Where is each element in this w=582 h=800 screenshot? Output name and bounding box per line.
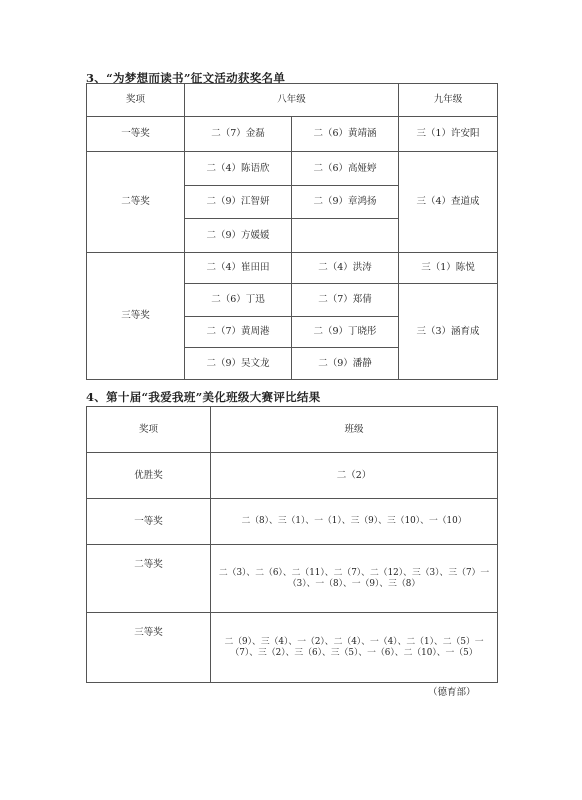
section-3-title: 3、“为梦想而读书”征文活动获奖名单 bbox=[86, 71, 286, 85]
award-label: 三等奖 bbox=[87, 613, 211, 683]
header-grade9: 九年级 bbox=[399, 84, 498, 117]
header-class: 班级 bbox=[211, 407, 498, 453]
award-label: 二等奖 bbox=[87, 152, 185, 253]
winner-cell: 二（4）陈语欣 bbox=[185, 152, 292, 186]
class-list: 二（2） bbox=[211, 453, 498, 499]
table-header-row bbox=[87, 407, 498, 453]
winner-cell: 二（4）洪涛 bbox=[292, 253, 399, 284]
winner-cell: 二（7）金磊 bbox=[185, 117, 292, 152]
table-row bbox=[87, 117, 498, 152]
winner-cell: 二（9）潘静 bbox=[292, 348, 399, 380]
winner-cell: 二（9）丁晓彤 bbox=[292, 317, 399, 348]
class-list: 二（9）、三（4）、一（2）、二（4）、一（4）、二（1）、二（5）一（7）、三（2）、三（6）、三（5）、一（6）、二（10）、一（5） bbox=[211, 613, 498, 683]
table-row bbox=[87, 545, 498, 613]
winner-cell: 二（9）江智妍 bbox=[185, 186, 292, 219]
winner-cell: 三（1）许安阳 bbox=[399, 117, 498, 152]
award-label: 一等奖 bbox=[87, 499, 211, 545]
header-award: 奖项 bbox=[87, 84, 185, 117]
winner-cell: 三（3）涵育成 bbox=[399, 284, 498, 380]
table-header-row bbox=[87, 84, 498, 117]
class-list: 二（8）、三（1）、一（1）、三（9）、三（10）、一（10） bbox=[211, 499, 498, 545]
award-label: 三等奖 bbox=[87, 253, 185, 380]
winner-cell: 二（9）吴文龙 bbox=[185, 348, 292, 380]
table-row bbox=[87, 152, 498, 186]
class-contest-table bbox=[86, 406, 498, 683]
winner-cell: 二（6）黄靖涵 bbox=[292, 117, 399, 152]
table-row bbox=[87, 613, 498, 683]
winner-cell: 二（7）郑倩 bbox=[292, 284, 399, 317]
award-label: 优胜奖 bbox=[87, 453, 211, 499]
winner-cell: 三（1）陈悦 bbox=[399, 253, 498, 284]
essay-award-table bbox=[86, 83, 498, 380]
class-list: 二（3）、二（6）、二（11）、二（7）、二（12）、三（3）、三（7）一（3）、一（8）、一（9）、三（8） bbox=[211, 545, 498, 613]
table-row bbox=[87, 453, 498, 499]
winner-cell: 二（4）崔田田 bbox=[185, 253, 292, 284]
header-grade8: 八年级 bbox=[185, 84, 399, 117]
department-signature: （德育部） bbox=[428, 687, 476, 698]
header-award: 奖项 bbox=[87, 407, 211, 453]
award-label: 二等奖 bbox=[87, 545, 211, 613]
award-label: 一等奖 bbox=[87, 117, 185, 152]
winner-cell: 三（4）查道成 bbox=[399, 152, 498, 253]
empty-cell bbox=[292, 219, 399, 253]
winner-cell: 二（9）章鸿扬 bbox=[292, 186, 399, 219]
winner-cell: 二（7）黄周港 bbox=[185, 317, 292, 348]
winner-cell: 二（6）丁迅 bbox=[185, 284, 292, 317]
winner-cell: 二（6）高娅婷 bbox=[292, 152, 399, 186]
table-row bbox=[87, 499, 498, 545]
winner-cell: 二（9）方媛媛 bbox=[185, 219, 292, 253]
section-4-title: 4、第十届“我爱我班”美化班级大赛评比结果 bbox=[86, 390, 321, 404]
table-row bbox=[87, 253, 498, 284]
